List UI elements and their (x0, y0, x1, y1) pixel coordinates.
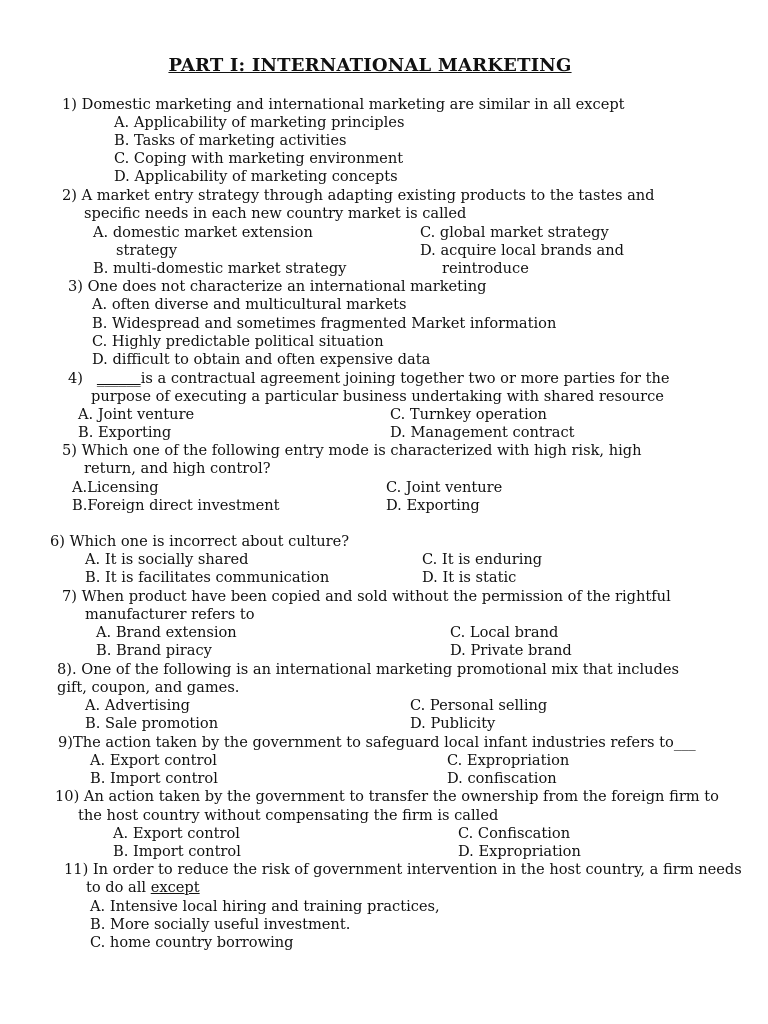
question-8-option-b: B. Sale promotion (85, 715, 219, 732)
question-3-option-c: C. Highly predictable political situation (92, 333, 384, 350)
question-4-stem-text: is a contractual agreement joining together two or more parties for the (140, 370, 670, 387)
question-11-stem-line-2 (86, 879, 200, 897)
question-2-stem-line-1: 2) A market entry strategy through adapting existing products to the tastes and (62, 187, 655, 204)
question-4-number: 4) (68, 370, 83, 387)
question-5-option-a: A.Licensing (72, 479, 159, 496)
question-7-stem-line-1: 7) When product have been copied and sold without the permission of the rightful (62, 588, 671, 605)
question-3-option-d: D. difficult to obtain and often expensive data (92, 351, 431, 368)
question-9-option-b: B. Import control (90, 770, 218, 787)
question-8-stem-line-1: 8). One of the following is an international marketing promotional mix that includes (57, 661, 679, 678)
question-2-option-d: D. acquire local brands and (420, 242, 624, 259)
question-11-option-a: A. Intensive local hiring and training practices, (90, 898, 440, 915)
question-4-option-d: D. Management contract (390, 424, 575, 441)
question-1-option-c: C. Coping with marketing environment (114, 150, 404, 167)
question-9-option-c: C. Expropriation (447, 752, 570, 769)
question-11-option-c: C. home country borrowing (90, 934, 294, 951)
question-8-option-c: C. Personal selling (410, 697, 548, 714)
question-7-option-a: A. Brand extension (96, 624, 237, 641)
question-2-option-c: C. global market strategy (420, 224, 609, 241)
question-11-stem-line-1: 11) In order to reduce the risk of government intervention in the host country, a firm needs (64, 861, 742, 878)
question-4-blank: ______ (96, 370, 141, 387)
question-1-stem: 1) Domestic marketing and international marketing are similar in all except (62, 96, 625, 113)
question-6-stem: 6) Which one is incorrect about culture? (50, 533, 350, 550)
question-6-option-d: D. It is static (422, 569, 517, 586)
question-9-stem: 9)The action taken by the government to safeguard local infant industries refers to___ (58, 734, 696, 751)
question-1-option-a: A. Applicability of marketing principles (114, 114, 405, 131)
question-9-option-d: D. confiscation (447, 770, 557, 787)
question-2-option-d-cont: reintroduce (442, 260, 529, 277)
page-title: PART I: INTERNATIONAL MARKETING (168, 55, 572, 76)
question-5-option-c: C. Joint venture (386, 479, 503, 496)
question-5-option-d: D. Exporting (386, 497, 480, 514)
question-7-option-b: B. Brand piracy (96, 642, 212, 659)
question-6-option-b: B. It is facilitates communication (85, 569, 330, 586)
question-10-option-b: B. Import control (113, 843, 241, 860)
question-4-stem-line-1 (68, 370, 669, 388)
question-8-option-d: D. Publicity (410, 715, 496, 732)
question-9-option-a: A. Export control (90, 752, 217, 769)
question-5-stem-line-1: 5) Which one of the following entry mode is characterized with high risk, high (62, 442, 642, 459)
question-8-option-a: A. Advertising (85, 697, 190, 714)
question-6-option-c: C. It is enduring (422, 551, 543, 568)
question-11-stem-text: to do all (86, 879, 151, 896)
question-2-option-a: A. domestic market extension (93, 224, 313, 241)
question-10-option-a: A. Export control (113, 825, 240, 842)
question-7-option-d: D. Private brand (450, 642, 572, 659)
question-8-stem-line-2: gift, coupon, and games. (57, 679, 240, 696)
question-2-option-a-cont: strategy (116, 242, 178, 259)
question-10-stem-line-2: the host country without compensating the firm is called (78, 807, 499, 824)
question-3-stem: 3) One does not characterize an international marketing (68, 278, 487, 295)
question-10-option-c: C. Confiscation (458, 825, 571, 842)
question-4-option-b: B. Exporting (78, 424, 172, 441)
question-3-option-a: A. often diverse and multicultural markets (92, 296, 407, 313)
question-6-option-a: A. It is socially shared (85, 551, 249, 568)
question-2-stem-line-2: specific needs in each new country market is called (84, 205, 467, 222)
question-5-option-b: B.Foreign direct investment (72, 497, 280, 514)
question-1-option-b: B. Tasks of marketing activities (114, 132, 347, 149)
question-2-option-b: B. multi-domestic market strategy (93, 260, 347, 277)
question-5-stem-line-2: return, and high control? (84, 460, 271, 477)
question-4-stem-line-2: purpose of executing a particular business undertaking with shared resource (91, 388, 664, 405)
question-4-option-a: A. Joint venture (78, 406, 195, 423)
question-11-option-b: B. More socially useful investment. (90, 916, 351, 933)
question-7-stem-line-2: manufacturer refers to (85, 606, 255, 623)
question-11-except-word: except (150, 879, 200, 896)
question-10-stem-line-1: 10) An action taken by the government to transfer the ownership from the foreign firm to (55, 788, 719, 805)
question-10-option-d: D. Expropriation (458, 843, 581, 860)
question-7-option-c: C. Local brand (450, 624, 559, 641)
question-3-option-b: B. Widespread and sometimes fragmented Market information (92, 315, 557, 332)
question-4-option-c: C. Turnkey operation (390, 406, 547, 423)
question-1-option-d: D. Applicability of marketing concepts (114, 168, 398, 185)
